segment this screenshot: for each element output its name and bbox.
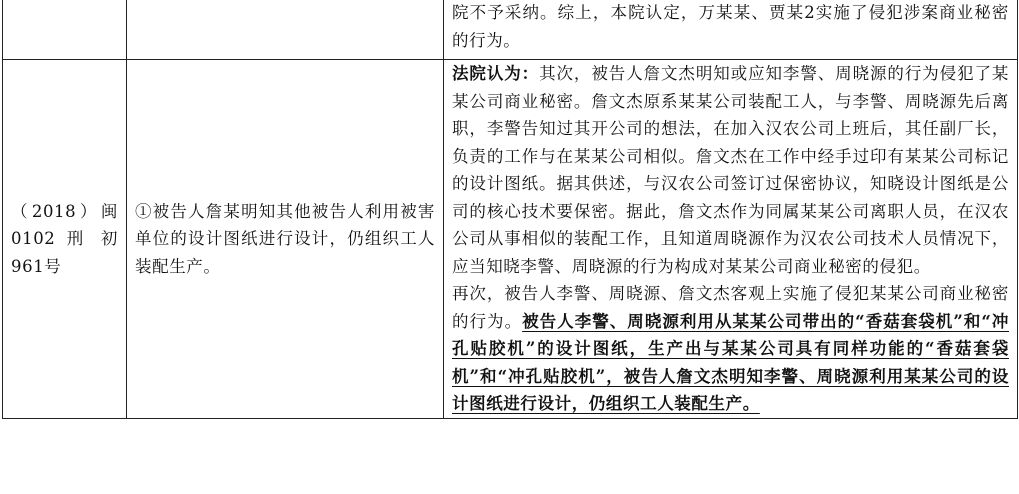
table-row bbox=[3, 0, 1018, 60]
opinion-paragraph-1: 其次，被告人詹文杰明知或应知李警、周晓源的行为侵犯了某某公司商业秘密。詹文杰原系某某公司装配工人，与李警、周晓源先后离职，李警告知过其开公司的想法，在加入汉农公司上班后，其任副厂长，负责的工作与在某某公司相似。詹文杰在工作中经手过印有某某公司标记的设计图纸。据其供述，与汉农公司签订过保密协议，知晓设计图纸是公司的核心技术要保密。据此，詹文杰作为同属某某公司离职人员，在汉农公司从事相似的装配工作，且知道周晓源作为汉农公司技术人员情况下，应当知晓李警、周晓源的行为构成对某某公司商业秘密的侵犯。 bbox=[452, 64, 1010, 276]
claim-cell bbox=[127, 0, 444, 60]
court-opinion-label: 法院认为： bbox=[452, 64, 540, 83]
case-number-line: 0102 刑 初 bbox=[11, 229, 118, 248]
opinion-paragraph-2-plain: 再次，被告人李警、周晓源、詹文杰客观上实施了侵犯某某公司商业秘密的行为。 bbox=[452, 284, 1009, 331]
claim-text: ①被告人詹某明知其他被告人利用被害单位的设计图纸进行设计，仍组织工人装配生产。 bbox=[135, 201, 435, 276]
judgment-comparison-table bbox=[2, 0, 1018, 419]
court-opinion-cell bbox=[444, 60, 1018, 419]
opinion-paragraph-2-emphasis: 被告人李警、周晓源利用从某某公司带出的“香菇套袋机”和“冲孔贴胶机”的设计图纸，生产出与某某公司具有同样功能的“香菇套袋机”和“冲孔贴胶机”，被告人詹文杰明知李警、周晓源利用某某公司的设计图纸进行设计，仍组织工人装配生产。 bbox=[452, 311, 1010, 413]
case-number-cell bbox=[3, 0, 127, 60]
table-row bbox=[3, 60, 1018, 419]
case-number-cell bbox=[3, 60, 127, 419]
case-number-line: （2018）闽 bbox=[11, 201, 118, 221]
court-opinion-cell bbox=[444, 0, 1018, 60]
claim-cell bbox=[127, 60, 444, 419]
opinion-tail-text: 院不予采纳。综上，本院认定，万某某、贾某2实施了侵犯涉案商业秘密的行为。 bbox=[452, 3, 1009, 50]
case-number-line: 961号 bbox=[11, 256, 62, 276]
